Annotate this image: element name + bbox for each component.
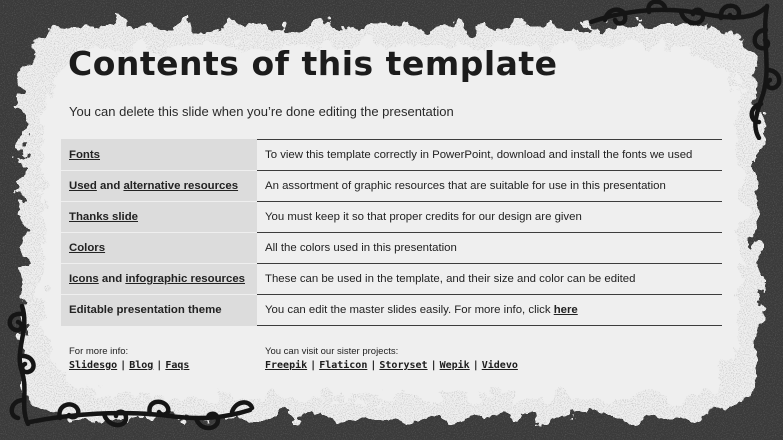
- sister-projects-label: You can visit our sister projects:: [265, 346, 399, 357]
- row-key: [61, 202, 257, 233]
- table-row: [61, 202, 722, 233]
- separator: |: [370, 360, 377, 371]
- blog-link[interactable]: Blog: [129, 360, 154, 371]
- slide-title: Contents of this template: [68, 44, 558, 83]
- videvo-link[interactable]: Videvo: [481, 360, 518, 371]
- separator: |: [120, 360, 127, 371]
- row-key: [61, 264, 257, 295]
- row-key: [61, 140, 257, 171]
- row-description: [257, 295, 722, 326]
- row-key: [61, 171, 257, 202]
- row-description: To view this template correctly in PowerPoint, download and install the fonts we used: [257, 140, 722, 171]
- storyset-link[interactable]: Storyset: [379, 360, 428, 371]
- separator: |: [472, 360, 479, 371]
- alternative-resources-link[interactable]: alternative resources: [123, 180, 239, 192]
- sister-projects-links: [265, 360, 518, 371]
- row-description: You must keep it so that proper credits for our design are given: [257, 202, 722, 233]
- separator: |: [156, 360, 163, 371]
- row-key: [61, 295, 257, 326]
- colors-link[interactable]: Colors: [69, 242, 106, 254]
- used-link[interactable]: Used: [69, 180, 97, 192]
- table-row: [61, 171, 722, 202]
- freepik-link[interactable]: Freepik: [265, 360, 308, 371]
- contents-table: [61, 139, 722, 326]
- separator: |: [430, 360, 437, 371]
- row-description: All the colors used in this presentation: [257, 233, 722, 264]
- row-key: [61, 233, 257, 264]
- faqs-link[interactable]: Faqs: [165, 360, 190, 371]
- table-row: [61, 233, 722, 264]
- row-key-join: and: [98, 273, 126, 285]
- thanks-slide-link[interactable]: Thanks slide: [69, 211, 139, 223]
- row-key-join: and: [96, 180, 124, 192]
- wepik-link[interactable]: Wepik: [439, 360, 470, 371]
- row-description: An assortment of graphic resources that are suitable for use in this presentation: [257, 171, 722, 202]
- flaticon-link[interactable]: Flaticon: [319, 360, 368, 371]
- here-link[interactable]: here: [553, 304, 578, 316]
- slidesgo-link[interactable]: Slidesgo: [69, 360, 118, 371]
- fonts-link[interactable]: Fonts: [69, 149, 101, 161]
- editable-theme-label: Editable presentation theme: [69, 304, 222, 316]
- row-description-text: You can edit the master slides easily. For more info, click: [265, 304, 554, 316]
- slide-subtitle: You can delete this slide when you’re done editing the presentation: [69, 104, 454, 119]
- more-info-links: [69, 360, 189, 371]
- separator: |: [310, 360, 317, 371]
- more-info-label: For more info:: [69, 346, 129, 357]
- table-row: [61, 264, 722, 295]
- table-row: [61, 140, 722, 171]
- infographic-resources-link[interactable]: infographic resources: [125, 273, 245, 285]
- icons-link[interactable]: Icons: [69, 273, 99, 285]
- swirl-flourish-top-right-icon: [585, 0, 783, 140]
- table-row: [61, 295, 722, 326]
- row-description: These can be used in the template, and their size and color can be edited: [257, 264, 722, 295]
